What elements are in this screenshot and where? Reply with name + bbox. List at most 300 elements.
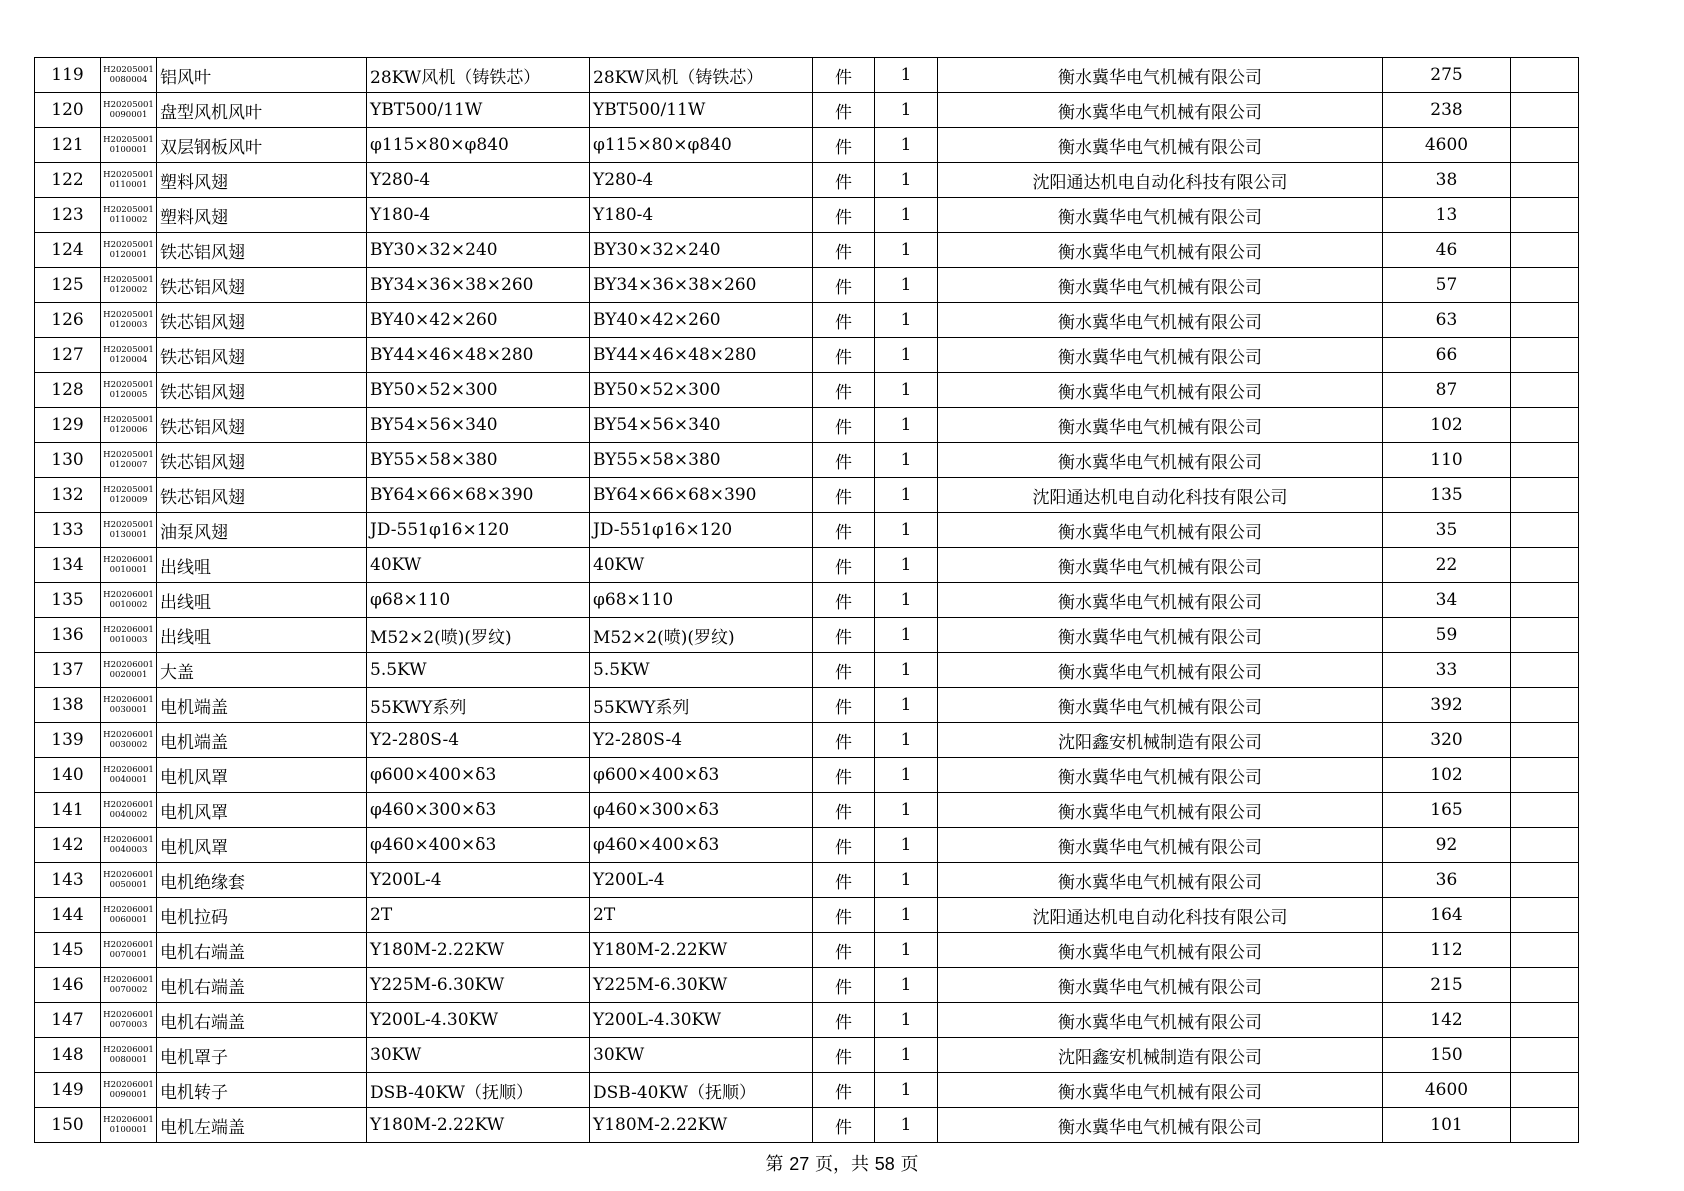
cell-seq: 135 [35,583,101,618]
table-row [35,828,1579,863]
cell-supplier: 衡水冀华电气机械有限公司 [938,128,1383,163]
cell-seq: 122 [35,163,101,198]
cell-unit: 件 [813,93,875,128]
cell-spec: φ115×80×φ840 [367,128,590,163]
cell-supplier: 衡水冀华电气机械有限公司 [938,198,1383,233]
cell-note [1511,1073,1579,1108]
cell-supplier: 衡水冀华电气机械有限公司 [938,758,1383,793]
table-row [35,303,1579,338]
cell-model: BY40×42×260 [590,303,813,338]
cell-unit: 件 [813,198,875,233]
cell-supplier: 衡水冀华电气机械有限公司 [938,408,1383,443]
cell-model: Y225M-6.30KW [590,968,813,1003]
table-row [35,723,1579,758]
cell-qty: 1 [875,373,938,408]
footer-middle: 页，共 [815,1154,869,1175]
cell-price: 392 [1383,688,1511,723]
cell-seq: 139 [35,723,101,758]
cell-unit: 件 [813,1108,875,1143]
footer-suffix: 页 [900,1154,919,1175]
cell-code: H202050010080004 [101,58,157,93]
cell-seq: 150 [35,1108,101,1143]
cell-unit: 件 [813,723,875,758]
table-row [35,93,1579,128]
cell-spec: 55KWY系列 [367,688,590,723]
cell-code: H202050010110002 [101,198,157,233]
cell-seq: 138 [35,688,101,723]
cell-note [1511,793,1579,828]
cell-spec: BY55×58×380 [367,443,590,478]
cell-unit: 件 [813,128,875,163]
cell-supplier: 沈阳通达机电自动化科技有限公司 [938,478,1383,513]
cell-seq: 140 [35,758,101,793]
cell-name: 铁芯铝风翅 [157,338,367,373]
cell-name: 电机风罩 [157,758,367,793]
cell-spec: BY34×36×38×260 [367,268,590,303]
cell-model: 5.5KW [590,653,813,688]
table-row [35,688,1579,723]
table-row [35,548,1579,583]
cell-model: BY30×32×240 [590,233,813,268]
cell-qty: 1 [875,793,938,828]
cell-price: 57 [1383,268,1511,303]
cell-name: 电机右端盖 [157,968,367,1003]
cell-code: H202050010120009 [101,478,157,513]
cell-name: 出线咀 [157,583,367,618]
cell-unit: 件 [813,933,875,968]
cell-supplier: 衡水冀华电气机械有限公司 [938,688,1383,723]
cell-qty: 1 [875,93,938,128]
cell-supplier: 衡水冀华电气机械有限公司 [938,303,1383,338]
cell-code: H202050010090001 [101,93,157,128]
cell-model: Y2-280S-4 [590,723,813,758]
cell-model: 30KW [590,1038,813,1073]
cell-spec: Y2-280S-4 [367,723,590,758]
cell-code: H202060010020001 [101,653,157,688]
cell-qty: 1 [875,758,938,793]
cell-qty: 1 [875,933,938,968]
cell-model: BY50×52×300 [590,373,813,408]
table-row [35,863,1579,898]
table-row [35,1073,1579,1108]
cell-price: 238 [1383,93,1511,128]
cell-code: H202050010120006 [101,408,157,443]
cell-spec: DSB-40KW（抚顺） [367,1073,590,1108]
cell-qty: 1 [875,618,938,653]
cell-qty: 1 [875,1038,938,1073]
cell-unit: 件 [813,828,875,863]
cell-name: 电机右端盖 [157,1003,367,1038]
cell-name: 出线咀 [157,548,367,583]
cell-price: 110 [1383,443,1511,478]
table-row [35,1038,1579,1073]
cell-qty: 1 [875,898,938,933]
cell-spec: Y180-4 [367,198,590,233]
cell-note [1511,933,1579,968]
cell-qty: 1 [875,338,938,373]
cell-name: 铁芯铝风翅 [157,408,367,443]
table-row [35,338,1579,373]
cell-seq: 129 [35,408,101,443]
cell-code: H202060010070001 [101,933,157,968]
cell-seq: 147 [35,1003,101,1038]
cell-qty: 1 [875,968,938,1003]
cell-supplier: 衡水冀华电气机械有限公司 [938,583,1383,618]
cell-code: H202060010090001 [101,1073,157,1108]
cell-unit: 件 [813,1003,875,1038]
cell-note [1511,583,1579,618]
cell-model: BY44×46×48×280 [590,338,813,373]
cell-note [1511,863,1579,898]
cell-code: H202060010010003 [101,618,157,653]
parts-table [34,57,1579,1143]
cell-qty: 1 [875,548,938,583]
cell-note [1511,968,1579,1003]
cell-price: 34 [1383,583,1511,618]
cell-name: 电机风罩 [157,828,367,863]
cell-seq: 133 [35,513,101,548]
cell-name: 出线咀 [157,618,367,653]
cell-name: 电机端盖 [157,688,367,723]
table-row [35,1108,1579,1143]
cell-name: 电机左端盖 [157,1108,367,1143]
cell-qty: 1 [875,198,938,233]
table-row [35,1003,1579,1038]
cell-supplier: 沈阳通达机电自动化科技有限公司 [938,163,1383,198]
cell-spec: BY30×32×240 [367,233,590,268]
cell-model: M52×2(喷)(罗纹) [590,618,813,653]
cell-note [1511,443,1579,478]
cell-unit: 件 [813,618,875,653]
cell-spec: 28KW风机（铸铁芯） [367,58,590,93]
cell-unit: 件 [813,443,875,478]
cell-seq: 144 [35,898,101,933]
cell-price: 66 [1383,338,1511,373]
table-row [35,198,1579,233]
cell-qty: 1 [875,58,938,93]
cell-name: 铁芯铝风翅 [157,303,367,338]
cell-supplier: 衡水冀华电气机械有限公司 [938,268,1383,303]
cell-supplier: 衡水冀华电气机械有限公司 [938,1073,1383,1108]
cell-unit: 件 [813,1073,875,1108]
cell-price: 165 [1383,793,1511,828]
cell-qty: 1 [875,128,938,163]
footer-total-pages: 58 [874,1154,895,1174]
cell-supplier: 衡水冀华电气机械有限公司 [938,443,1383,478]
cell-note [1511,723,1579,758]
cell-name: 铁芯铝风翅 [157,443,367,478]
cell-price: 46 [1383,233,1511,268]
cell-supplier: 衡水冀华电气机械有限公司 [938,1003,1383,1038]
cell-note [1511,618,1579,653]
cell-code: H202060010030001 [101,688,157,723]
table-row [35,478,1579,513]
cell-unit: 件 [813,478,875,513]
cell-model: Y180M-2.22KW [590,933,813,968]
cell-seq: 130 [35,443,101,478]
cell-spec: Y200L-4.30KW [367,1003,590,1038]
cell-unit: 件 [813,303,875,338]
table-row [35,933,1579,968]
cell-note [1511,653,1579,688]
cell-name: 电机端盖 [157,723,367,758]
cell-spec: 2T [367,898,590,933]
cell-note [1511,303,1579,338]
cell-code: H202060010060001 [101,898,157,933]
cell-spec: φ600×400×δ3 [367,758,590,793]
cell-unit: 件 [813,513,875,548]
cell-spec: Y225M-6.30KW [367,968,590,1003]
cell-price: 92 [1383,828,1511,863]
cell-supplier: 衡水冀华电气机械有限公司 [938,933,1383,968]
cell-spec: 40KW [367,548,590,583]
cell-qty: 1 [875,408,938,443]
cell-seq: 127 [35,338,101,373]
cell-seq: 136 [35,618,101,653]
cell-supplier: 衡水冀华电气机械有限公司 [938,548,1383,583]
cell-unit: 件 [813,338,875,373]
cell-code: H202060010040002 [101,793,157,828]
cell-spec: Y280-4 [367,163,590,198]
cell-spec: JD-551φ16×120 [367,513,590,548]
cell-model: φ115×80×φ840 [590,128,813,163]
cell-qty: 1 [875,723,938,758]
cell-spec: BY54×56×340 [367,408,590,443]
table-row [35,408,1579,443]
cell-note [1511,373,1579,408]
cell-name: 大盖 [157,653,367,688]
table-row [35,968,1579,1003]
cell-spec: φ68×110 [367,583,590,618]
cell-seq: 134 [35,548,101,583]
cell-spec: YBT500/11W [367,93,590,128]
cell-note [1511,408,1579,443]
cell-price: 275 [1383,58,1511,93]
cell-seq: 125 [35,268,101,303]
cell-note [1511,198,1579,233]
cell-price: 320 [1383,723,1511,758]
cell-price: 36 [1383,863,1511,898]
cell-model: Y280-4 [590,163,813,198]
cell-code: H202050010130001 [101,513,157,548]
cell-note [1511,338,1579,373]
cell-spec: φ460×400×δ3 [367,828,590,863]
cell-spec: BY50×52×300 [367,373,590,408]
cell-spec: BY64×66×68×390 [367,478,590,513]
table-row [35,373,1579,408]
cell-supplier: 衡水冀华电气机械有限公司 [938,653,1383,688]
table-row [35,758,1579,793]
cell-price: 4600 [1383,128,1511,163]
cell-model: BY64×66×68×390 [590,478,813,513]
cell-seq: 124 [35,233,101,268]
cell-code: H202060010100001 [101,1108,157,1143]
table-row [35,898,1579,933]
cell-name: 铁芯铝风翅 [157,268,367,303]
cell-spec: M52×2(喷)(罗纹) [367,618,590,653]
cell-seq: 126 [35,303,101,338]
cell-note [1511,233,1579,268]
cell-seq: 146 [35,968,101,1003]
cell-model: 28KW风机（铸铁芯） [590,58,813,93]
cell-name: 电机转子 [157,1073,367,1108]
cell-supplier: 衡水冀华电气机械有限公司 [938,338,1383,373]
cell-unit: 件 [813,268,875,303]
cell-price: 87 [1383,373,1511,408]
cell-name: 电机右端盖 [157,933,367,968]
cell-qty: 1 [875,478,938,513]
cell-supplier: 衡水冀华电气机械有限公司 [938,828,1383,863]
cell-price: 142 [1383,1003,1511,1038]
cell-name: 盘型风机风叶 [157,93,367,128]
cell-note [1511,688,1579,723]
cell-name: 电机罩子 [157,1038,367,1073]
cell-code: H202060010010001 [101,548,157,583]
table-row [35,128,1579,163]
cell-unit: 件 [813,233,875,268]
cell-note [1511,268,1579,303]
cell-supplier: 衡水冀华电气机械有限公司 [938,793,1383,828]
cell-price: 215 [1383,968,1511,1003]
cell-seq: 119 [35,58,101,93]
cell-note [1511,548,1579,583]
cell-unit: 件 [813,583,875,618]
cell-supplier: 衡水冀华电气机械有限公司 [938,93,1383,128]
cell-price: 59 [1383,618,1511,653]
cell-unit: 件 [813,58,875,93]
cell-unit: 件 [813,548,875,583]
cell-supplier: 衡水冀华电气机械有限公司 [938,1108,1383,1143]
cell-price: 13 [1383,198,1511,233]
cell-code: H202050010120001 [101,233,157,268]
cell-model: Y180M-2.22KW [590,1108,813,1143]
cell-supplier: 衡水冀华电气机械有限公司 [938,513,1383,548]
cell-code: H202050010120007 [101,443,157,478]
cell-code: H202050010120004 [101,338,157,373]
cell-note [1511,1003,1579,1038]
table-row [35,618,1579,653]
cell-name: 双层钢板风叶 [157,128,367,163]
cell-name: 铁芯铝风翅 [157,478,367,513]
table-row [35,233,1579,268]
cell-seq: 132 [35,478,101,513]
cell-note [1511,828,1579,863]
cell-qty: 1 [875,513,938,548]
cell-price: 22 [1383,548,1511,583]
cell-code: H202060010070002 [101,968,157,1003]
cell-supplier: 衡水冀华电气机械有限公司 [938,233,1383,268]
cell-code: H202050010100001 [101,128,157,163]
table-row [35,58,1579,93]
cell-note [1511,1038,1579,1073]
cell-spec: Y200L-4 [367,863,590,898]
cell-name: 电机拉码 [157,898,367,933]
cell-price: 102 [1383,758,1511,793]
cell-qty: 1 [875,303,938,338]
cell-price: 135 [1383,478,1511,513]
cell-supplier: 衡水冀华电气机械有限公司 [938,968,1383,1003]
cell-price: 101 [1383,1108,1511,1143]
cell-code: H202050010120003 [101,303,157,338]
cell-supplier: 沈阳鑫安机械制造有限公司 [938,723,1383,758]
cell-supplier: 衡水冀华电气机械有限公司 [938,58,1383,93]
cell-spec: Y180M-2.22KW [367,1108,590,1143]
cell-code: H202050010120002 [101,268,157,303]
cell-model: Y180-4 [590,198,813,233]
cell-note [1511,478,1579,513]
cell-model: 40KW [590,548,813,583]
footer-page-number: 27 [789,1154,810,1174]
cell-unit: 件 [813,898,875,933]
cell-unit: 件 [813,1038,875,1073]
cell-qty: 1 [875,688,938,723]
cell-spec: φ460×300×δ3 [367,793,590,828]
cell-unit: 件 [813,863,875,898]
cell-spec: 30KW [367,1038,590,1073]
cell-supplier: 衡水冀华电气机械有限公司 [938,863,1383,898]
cell-name: 电机风罩 [157,793,367,828]
cell-unit: 件 [813,968,875,1003]
cell-seq: 123 [35,198,101,233]
cell-qty: 1 [875,163,938,198]
cell-code: H202060010040001 [101,758,157,793]
cell-unit: 件 [813,373,875,408]
cell-qty: 1 [875,443,938,478]
table-row [35,793,1579,828]
cell-name: 塑料风翅 [157,163,367,198]
page-footer [0,1150,1684,1176]
cell-price: 63 [1383,303,1511,338]
cell-qty: 1 [875,1003,938,1038]
cell-qty: 1 [875,1108,938,1143]
cell-qty: 1 [875,583,938,618]
cell-note [1511,58,1579,93]
cell-seq: 141 [35,793,101,828]
cell-name: 塑料风翅 [157,198,367,233]
cell-name: 油泵风翅 [157,513,367,548]
cell-note [1511,513,1579,548]
cell-seq: 137 [35,653,101,688]
footer-prefix: 第 [765,1154,784,1175]
cell-unit: 件 [813,793,875,828]
cell-name: 铝风叶 [157,58,367,93]
cell-note [1511,128,1579,163]
cell-supplier: 衡水冀华电气机械有限公司 [938,373,1383,408]
cell-unit: 件 [813,408,875,443]
table-row [35,443,1579,478]
cell-note [1511,93,1579,128]
cell-model: Y200L-4 [590,863,813,898]
cell-price: 164 [1383,898,1511,933]
cell-name: 电机绝缘套 [157,863,367,898]
cell-price: 150 [1383,1038,1511,1073]
table-row [35,268,1579,303]
cell-model: JD-551φ16×120 [590,513,813,548]
cell-price: 4600 [1383,1073,1511,1108]
cell-supplier: 沈阳鑫安机械制造有限公司 [938,1038,1383,1073]
cell-model: φ600×400×δ3 [590,758,813,793]
cell-note [1511,1108,1579,1143]
cell-seq: 149 [35,1073,101,1108]
cell-seq: 142 [35,828,101,863]
cell-code: H202050010110001 [101,163,157,198]
cell-model: Y200L-4.30KW [590,1003,813,1038]
cell-qty: 1 [875,268,938,303]
cell-supplier: 沈阳通达机电自动化科技有限公司 [938,898,1383,933]
cell-code: H202060010010002 [101,583,157,618]
cell-seq: 121 [35,128,101,163]
cell-seq: 148 [35,1038,101,1073]
